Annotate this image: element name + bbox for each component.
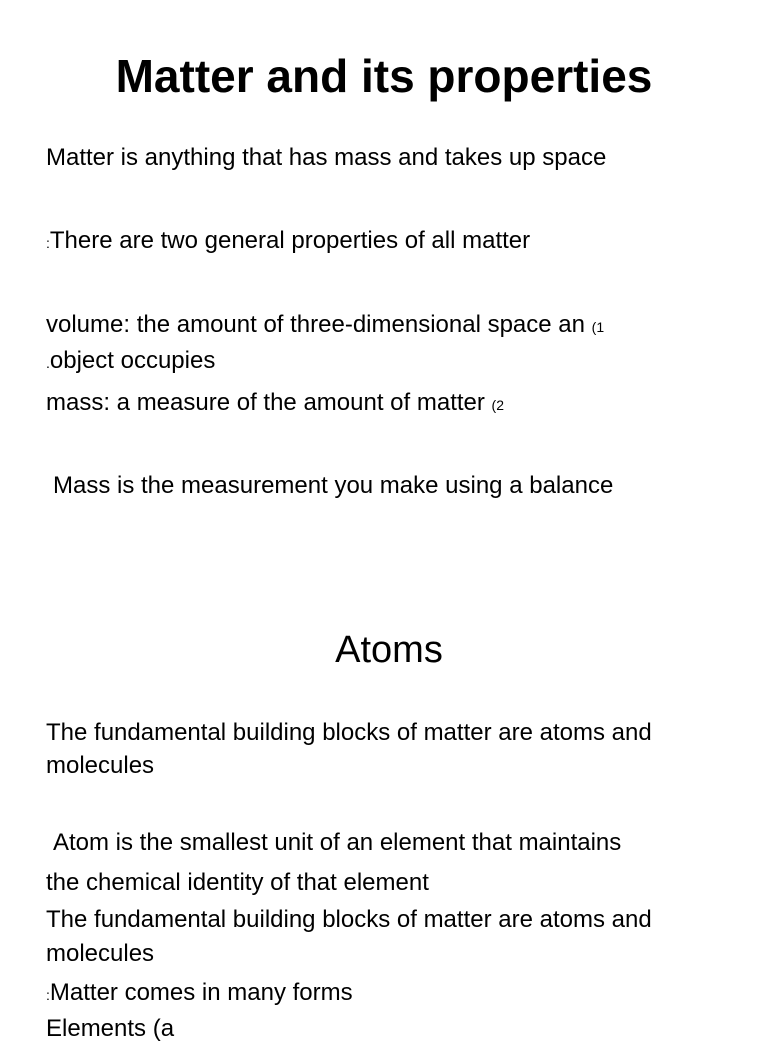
atom-definition-line-1: Atom is the smallest unit of an element that maintains (53, 829, 622, 856)
volume-line-continued (46, 344, 215, 380)
building-blocks-line-2: molecules (46, 752, 155, 779)
section-title-atoms: Atoms (335, 629, 443, 671)
matter-definition: Matter is anything that has mass and takes up space (46, 144, 607, 171)
cutoff-line: Elements (a (46, 1015, 175, 1042)
colon-marker: : (46, 987, 50, 1003)
colon-marker: : (46, 235, 50, 251)
volume-line (46, 308, 604, 344)
page-title: Matter and its properties (115, 50, 653, 102)
building-blocks-repeat-line-2: molecules (46, 940, 155, 967)
matter-forms-text: Matter comes in many forms (49, 979, 353, 1006)
mass-text: mass: a measure of the amount of matter (46, 389, 485, 416)
mass-number-marker: (2 (491, 397, 504, 413)
mass-line (46, 386, 504, 422)
mass-balance-line: Mass is the measurement you make using a balance (53, 472, 614, 499)
general-properties-text: There are two general properties of all matter (49, 227, 531, 254)
atom-definition-line-2: the chemical identity of that element (46, 869, 429, 896)
general-properties-line (46, 224, 530, 260)
building-blocks-repeat-line-1: The fundamental building blocks of matter are atoms and (46, 906, 652, 933)
matter-forms-line (46, 976, 353, 1012)
volume-text: volume: the amount of three-dimensional space an (46, 311, 585, 338)
volume-continued-text: object occupies (49, 347, 216, 374)
volume-number-marker: (1 (591, 319, 605, 335)
building-blocks-line-1: The fundamental building blocks of matter are atoms and (46, 719, 652, 746)
period-marker: . (46, 355, 50, 371)
